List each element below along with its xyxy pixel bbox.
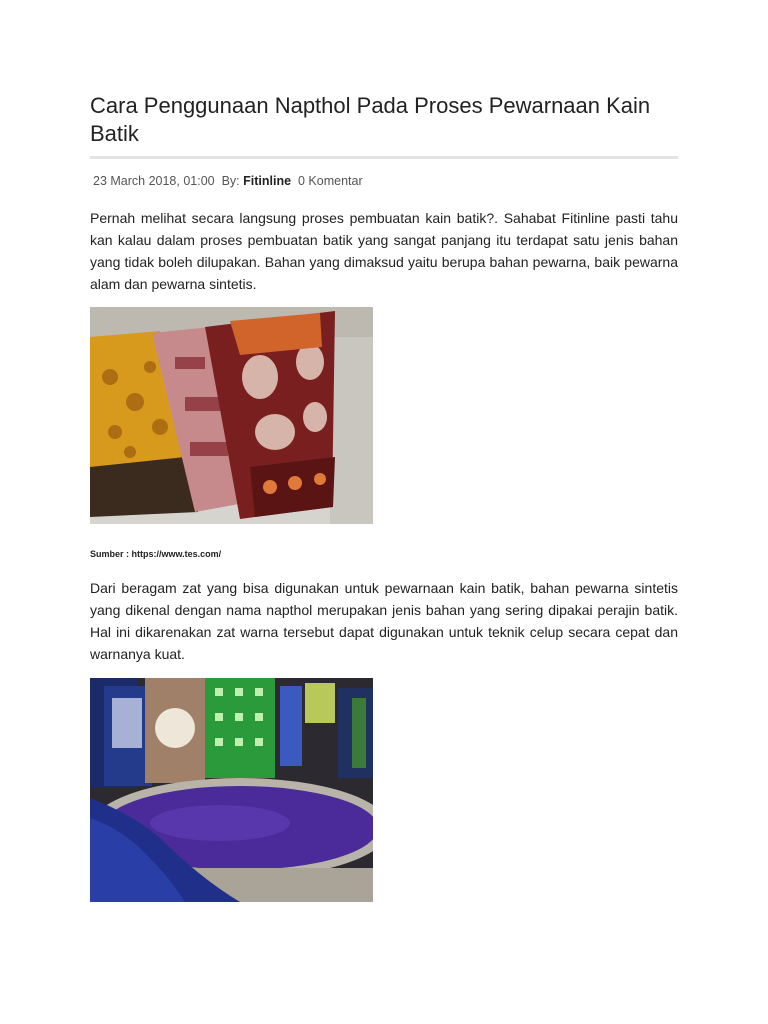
comments-link[interactable]: 0 Komentar: [298, 174, 363, 188]
dye-vat-image: [90, 678, 373, 902]
article-meta: [93, 174, 363, 188]
post-date: 23 March 2018, 01:00: [93, 174, 215, 188]
paragraph-2: Dari beragam zat yang bisa digunakan untuk pewarnaan kain batik, bahan pewarna sintetis yang dikenal dengan nama napthol merupakan jenis bahan yang sering dipakai perajin batik. Hal ini dikarenakan zat warna tersebut dapat digunakan untuk teknik celup secara cepat dan warnanya kuat.: [90, 580, 678, 662]
title-divider: [90, 156, 678, 159]
image-source-caption: Sumber : https://www.tes.com/: [90, 549, 222, 559]
article-title: Cara Penggunaan Napthol Pada Proses Pewarnaan Kain Batik: [90, 93, 651, 146]
batik-cloth-image: [90, 307, 373, 524]
by-label: By:: [221, 174, 240, 188]
author-link[interactable]: Fitinline: [243, 174, 292, 188]
paragraph-1: Pernah melihat secara langsung proses pembuatan kain batik?. Sahabat Fitinline pasti tahu kan kalau dalam proses pembuatan batik yang sangat panjang itu terdapat satu jenis bahan yang tidak boleh dilupakan. Bahan yang dimaksud yaitu berupa bahan pewarna, baik pewarna alam dan pewarna sintetis.: [90, 210, 678, 292]
